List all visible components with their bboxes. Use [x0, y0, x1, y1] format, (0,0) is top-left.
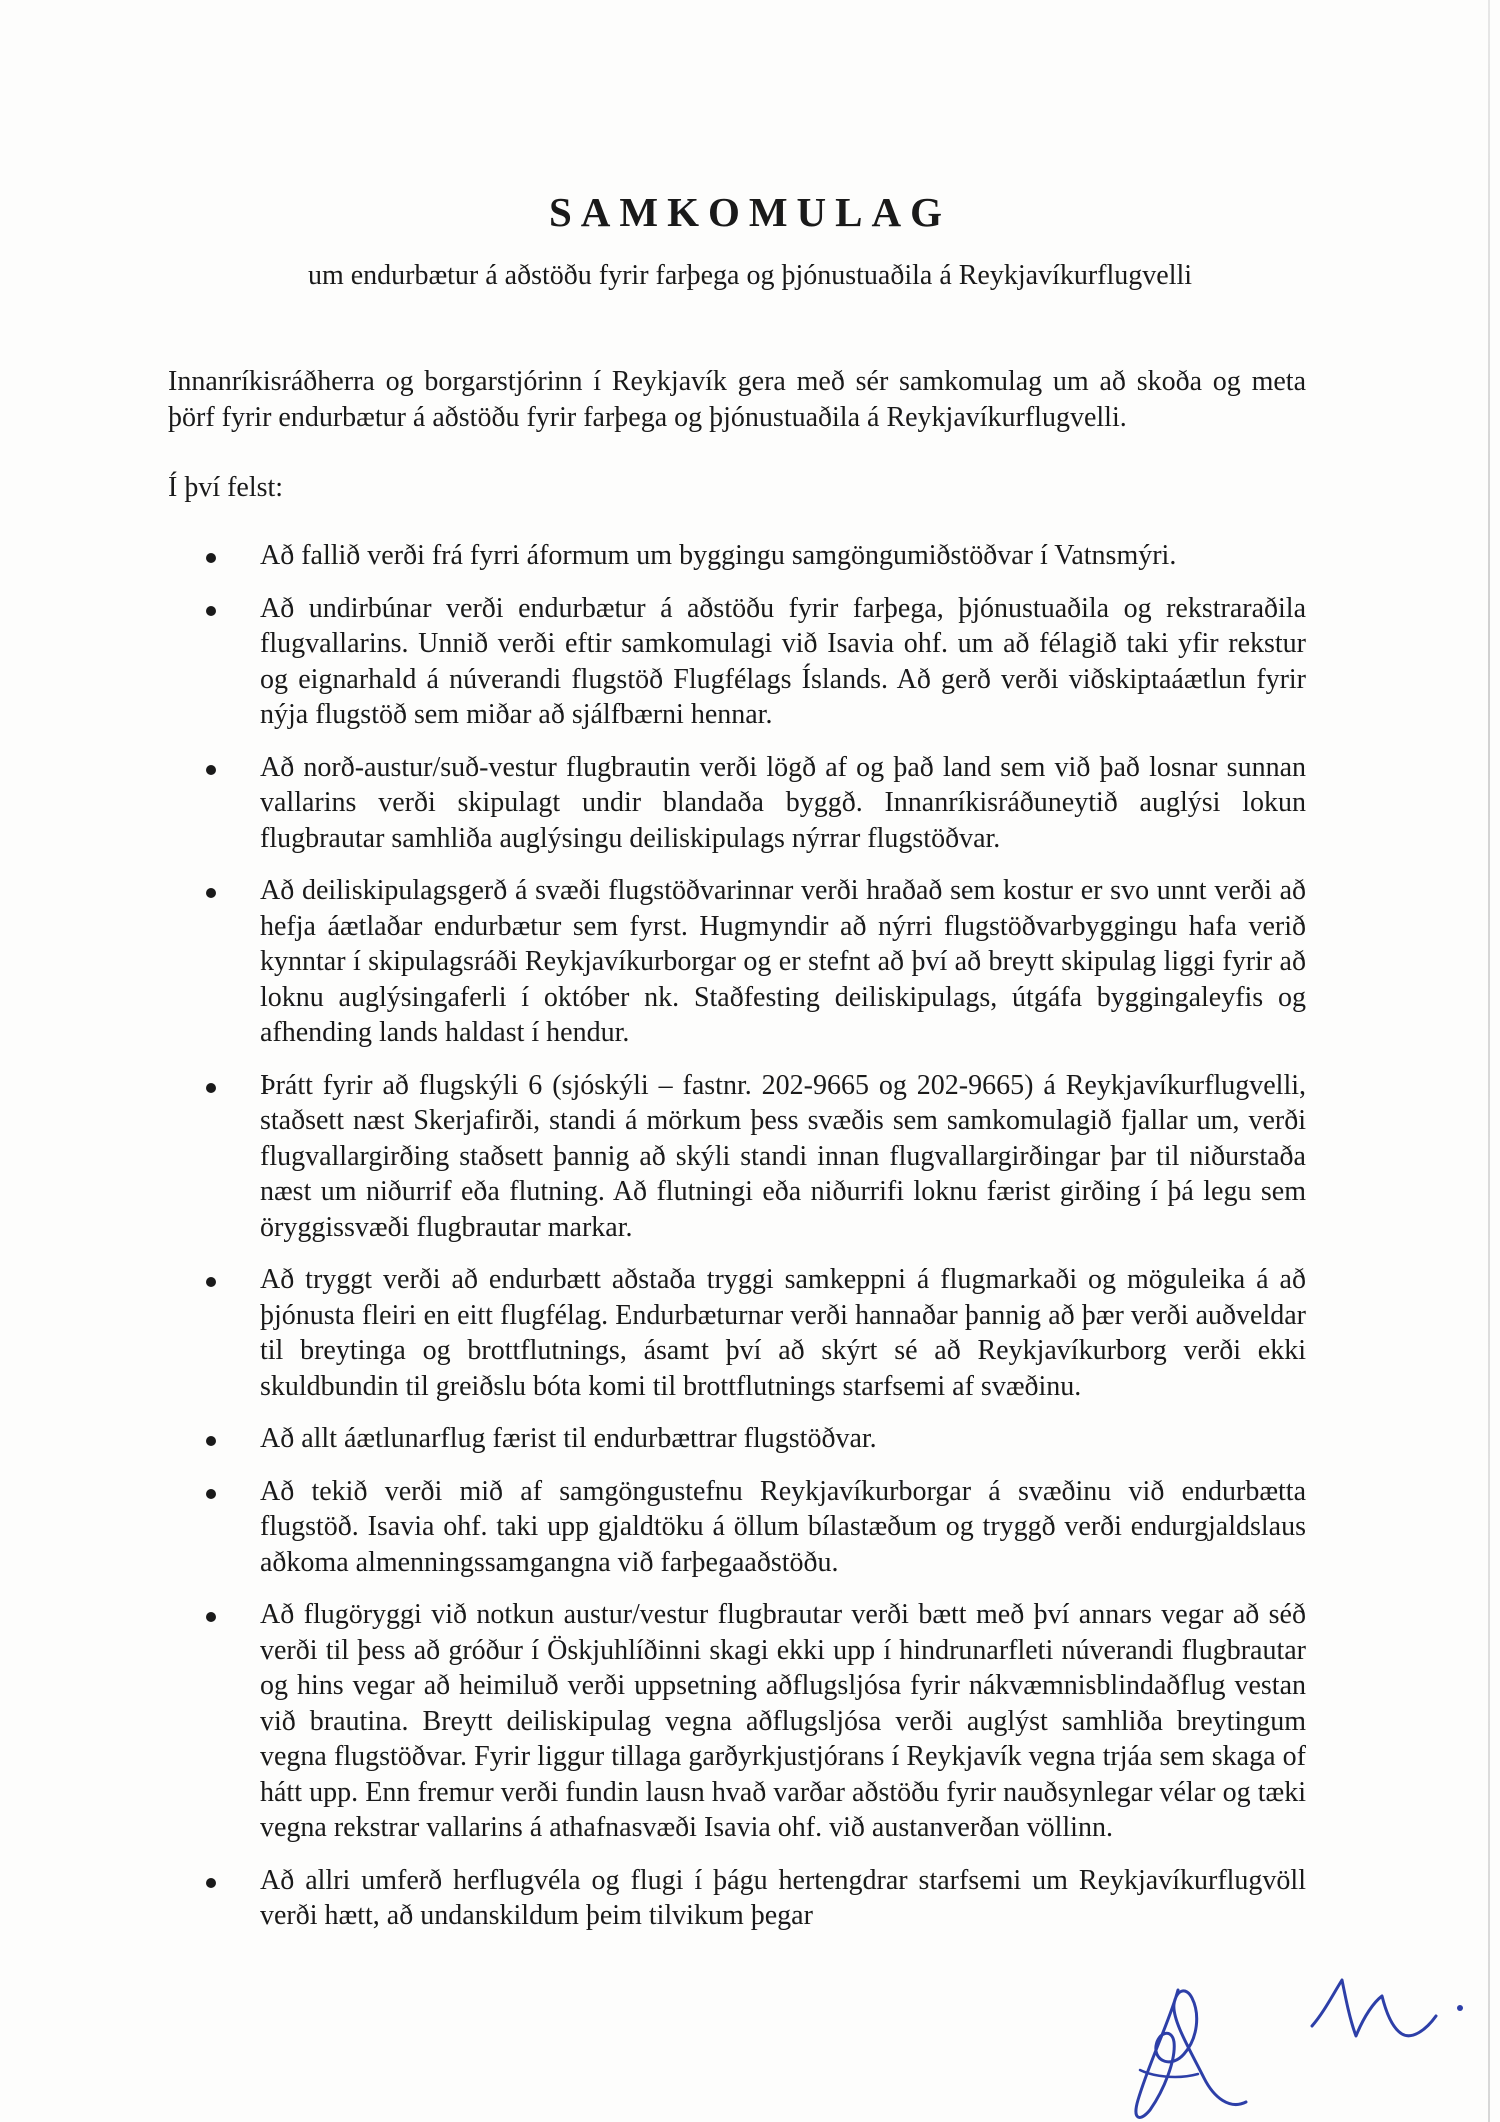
list-item-text: Að flugöryggi við notkun austur/vestur flugbrautar verði bætt með því annars vegar að séð verði til þess að gróður í Öskjuhlíðinni skagi ekki upp í hindrunarfleti núverandi flugbrautar og hins vegar að heimiluð verði uppsetning aðflugsljósa fyrir nákvæmnisblindaðflug vestan við brautina. Breytt deiliskipulag vegna aðflugsljósa verði auglýst samhliða breytingum vegna flugstöðvar. Fyrir liggur tillaga garðyrkjustjórans í Reykjavík vegna trjáa sem skaga of hátt upp. Enn fremur verði fundin lausn hvað varðar aðstöðu fyrir nauðsynlegar vélar og tæki vegna rekstrar vallarins á athafnasvæði Isavia ohf. við austanverðan völlinn. — [260, 1599, 1306, 1843]
list-item-text: Að allt áætlunarflug færist til endurbættrar flugstöðvar. — [260, 1423, 877, 1454]
list-item-text: Að undirbúnar verði endurbætur á aðstöðu fyrir farþega, þjónustuaðila og rekstraraðila flugvallarins. Unnið verði eftir samkomulagi við Isavia ohf. um að félagið taki yfir rekstur og eignarhald á núverandi flugstöð Flugfélags Íslands. Að gerð verði viðskiptaáætlun fyrir nýja flugstöð sem miðar að sjálfbærni hennar. — [260, 592, 1306, 730]
bullet-list — [168, 538, 1306, 1951]
list-item-text: Að tekið verði mið af samgöngustefnu Reykjavíkurborgar á svæðinu við endurbætta flugstöð. Isavia ohf. taki upp gjaldtöku á öllum bílastæðum og tryggð verði endurgjaldslaus aðkoma almenningssamgangna við farþegaaðstöðu. — [260, 1475, 1306, 1578]
signature-initial-1 — [1136, 1990, 1246, 2117]
list-item — [168, 1597, 1306, 1846]
list-item — [168, 1421, 1306, 1457]
list-item-text: Að deiliskipulagsgerð á svæði flugstöðvarinnar verði hraðað sem kostur er svo unnt verði að hefja áætlaðar endurbætur sem fyrst. Hugmyndir að nýrri flugstöðvarbyggingu hafa verið kynntar í skipulagsráði Reykjavíkurborgar og er stefnt að því að breytt skipulag liggi fyrir að loknu auglýsingaferli í október nk. Staðfesting deiliskipulags, útgáfa byggingaleyfis og afhending lands haldast í hendur. — [260, 875, 1306, 1048]
bullet-icon — [206, 606, 216, 616]
list-item-text: Þrátt fyrir að flugskýli 6 (sjóskýli – fastnr. 202-9665 og 202-9665) á Reykjavíkurflugvelli, staðsett næst Skerjafirði, standi á mörkum þess svæðis sem samkomulagið fjallar um, verði flugvallargirðing staðsett þannig að skýli standi innan flugvallargirðingar þar til niðurstaða næst um niðurrif eða flutning. Að flutningi eða niðurrifi loknu færist girðing í þá legu sem öryggissvæði flugbrautar markar. — [260, 1069, 1306, 1243]
bullet-icon — [206, 765, 216, 775]
list-item — [168, 1262, 1306, 1404]
bullet-icon — [206, 1083, 216, 1093]
list-item — [168, 750, 1306, 857]
document-title: SAMKOMULAG — [548, 189, 952, 235]
bullet-icon — [206, 1277, 216, 1287]
bullet-icon — [206, 1436, 216, 1446]
list-item — [168, 1068, 1306, 1246]
list-item — [168, 873, 1306, 1051]
lead-line: Í því felst: — [168, 472, 284, 503]
list-item — [168, 538, 1306, 574]
signature-initials — [1080, 1950, 1480, 2122]
bullet-icon — [206, 1612, 216, 1622]
signature-initial-2 — [1312, 1980, 1436, 2036]
list-item-text: Að tryggt verði að endurbætt aðstaða tryggi samkeppni á flugmarkaði og möguleika á að þjónusta fleiri en eitt flugfélag. Endurbæturnar verði hannaðar þannig að þær verði auðveldar til breytinga og brottflutnings, ásamt því að skýrt sé að Reykjavíkurborg verði ekki skuldbundin til greiðslu bóta komi til brottflutnings starfsemi af svæðinu. — [260, 1264, 1306, 1402]
list-item-text: Að fallið verði frá fyrri áformum um byggingu samgöngumiðstöðvar í Vatnsmýri. — [260, 540, 1177, 571]
list-item — [168, 1863, 1306, 1934]
bullet-icon — [206, 888, 216, 898]
bullet-icon — [206, 1489, 216, 1499]
list-item — [168, 591, 1306, 733]
list-item-text: Að norð-austur/suð-vestur flugbrautin verði lögð af og það land sem við það losnar sunnan vallarins verði skipulagt undir blandaða byggð. Innanríkisráðuneytið auglýsi lokun flugbrautar samhliða auglýsingu deiliskipulags nýrrar flugstöðvar. — [260, 751, 1306, 854]
list-item — [168, 1474, 1306, 1581]
scan-edge — [1488, 0, 1490, 2122]
document-subtitle: um endurbætur á aðstöðu fyrir farþega og þjónustuaðila á Reykjavíkurflugvelli — [307, 260, 1193, 291]
signature-dot — [1457, 2005, 1463, 2011]
intro-paragraph: Innanríkisráðherra og borgarstjórinn í Reykjavík gera með sér samkomulag um að skoða og meta þörf fyrir endurbætur á aðstöðu fyrir farþega og þjónustuaðila á Reykjavíkurflugvelli. — [168, 366, 1306, 433]
bullet-icon — [206, 1878, 216, 1888]
bullet-icon — [206, 553, 216, 563]
list-item-text: Að allri umferð herflugvéla og flugi í þágu hertengdrar starfsemi um Reykjavíkurflugvöll verði hætt, að undanskildum þeim tilvikum þegar — [260, 1864, 1306, 1931]
